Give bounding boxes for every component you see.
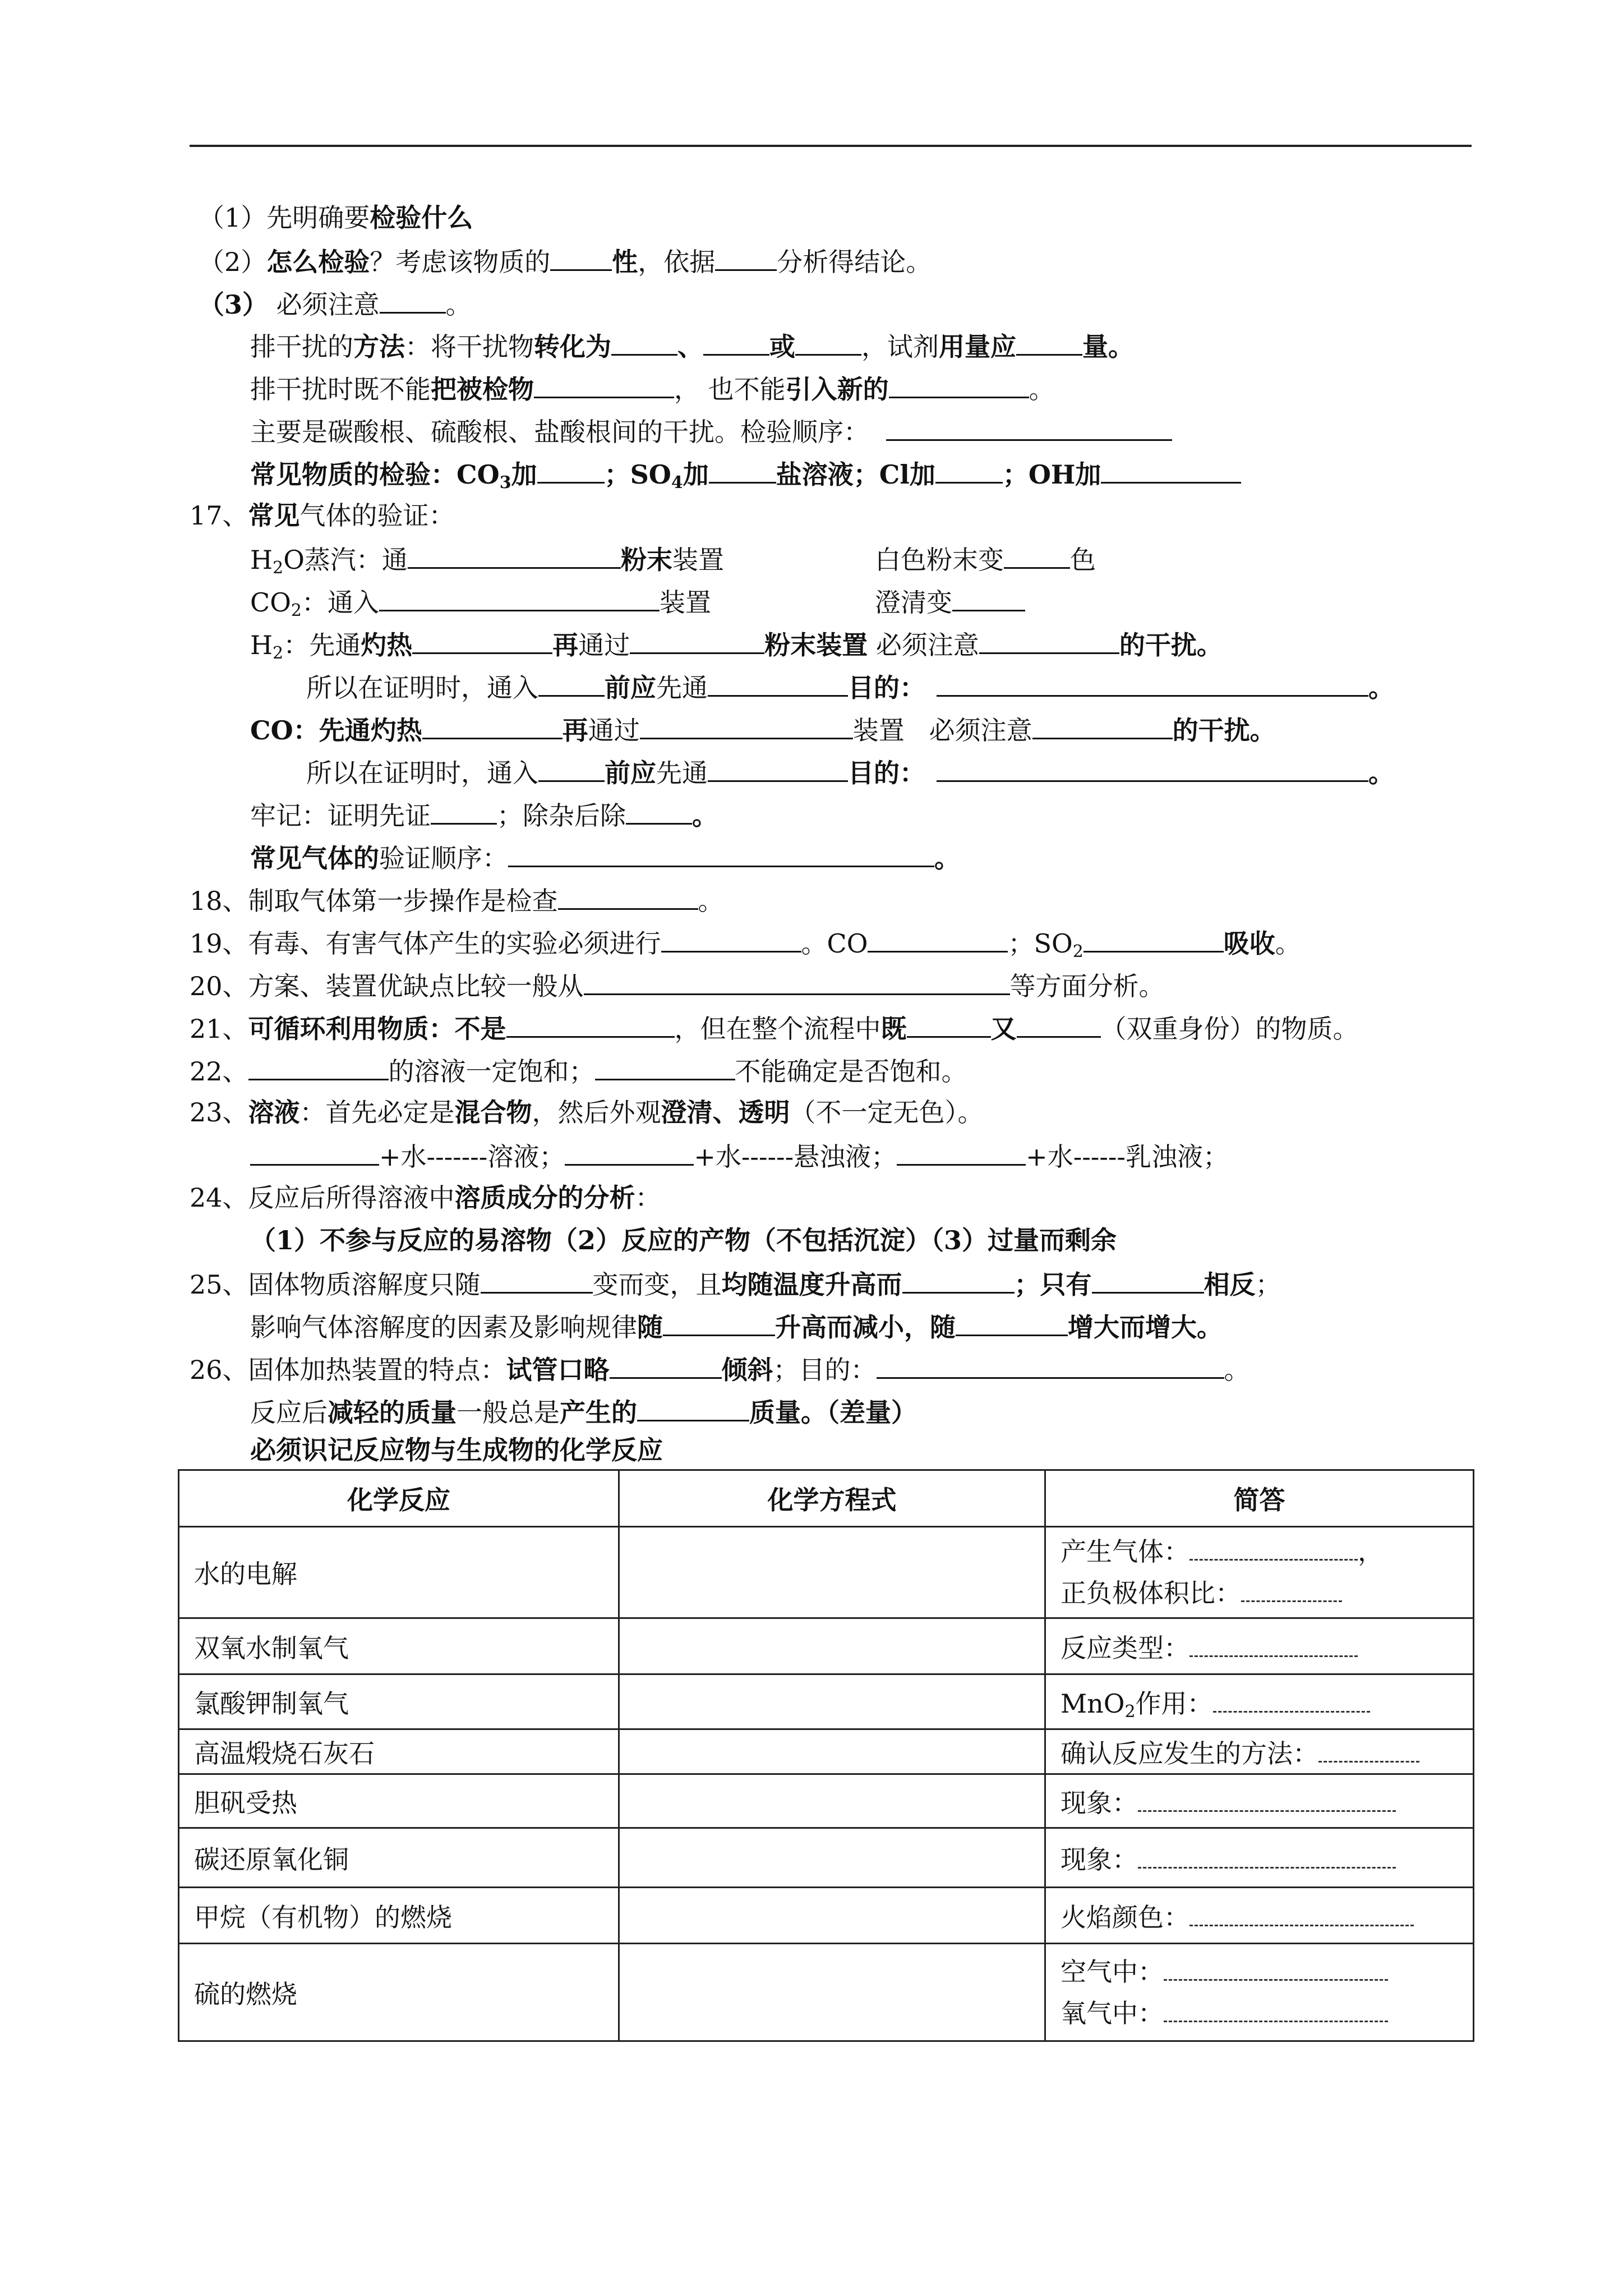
line-25: 25、固体物质溶解度只随 变而变，且均随温度升高而 ；只有 相反； <box>190 1266 1281 1300</box>
line-remove-interference: 排干扰的方法：将干扰物转化为 、 或 ，试剂用量应 量。 <box>250 328 1134 362</box>
table-row <box>179 1618 1474 1674</box>
line-19: 19、有毒、有害气体产生的实验必须进行 。CO ；$SO_2$ 吸收。 <box>190 925 1301 959</box>
blank <box>431 797 497 825</box>
blank <box>506 1010 675 1038</box>
line-h2o-right: 白色粉末变 色 <box>875 541 1096 575</box>
equation-cell[interactable] <box>619 1828 1045 1888</box>
table-row <box>179 1944 1474 2041</box>
reaction-name: 硫的燃烧 <box>179 1944 619 2041</box>
blank <box>558 882 698 910</box>
blank <box>630 627 764 654</box>
line-h2-purpose: 所以在证明时，通入 前应先通 目的： 。 <box>306 669 1394 703</box>
blank <box>250 1138 379 1166</box>
blank <box>248 1053 389 1080</box>
blank <box>956 1309 1068 1336</box>
line-25-gas: 影响气体溶解度的因素及影响规律随 升高而减小，随 增大而增大。 <box>250 1309 1223 1342</box>
blank <box>584 968 1010 995</box>
blank <box>886 413 1172 441</box>
blank <box>795 328 861 356</box>
blank <box>611 328 677 356</box>
line-26: 26、固体加热装置的特点：试管口略 倾斜；目的： 。 <box>190 1351 1250 1385</box>
line-co2-right: 澄清变 <box>875 584 1025 618</box>
equation-cell[interactable] <box>619 1527 1045 1618</box>
answer-cell[interactable]: 反应类型： <box>1045 1618 1474 1674</box>
equation-cell[interactable] <box>619 1729 1045 1774</box>
blank <box>889 371 1029 398</box>
blank <box>897 1138 1026 1166</box>
table-row <box>179 1828 1474 1888</box>
blank <box>538 754 605 782</box>
answer-cell[interactable]: 空气中： 氧气中： <box>1045 1944 1474 2041</box>
answer-cell[interactable]: 确认反应发生的方法： <box>1045 1729 1474 1774</box>
line-cannot: 排干扰时既不能把被检物 ， 也不能引入新的 。 <box>250 371 1055 404</box>
reaction-name: 碳还原氧化铜 <box>179 1828 619 1888</box>
answer-cell[interactable]: 现象： <box>1045 1828 1474 1888</box>
blank <box>537 456 605 484</box>
blank <box>907 1010 991 1038</box>
line-co2: $CO_2$：通入 装置 <box>250 584 711 618</box>
line-common-tests: 常见物质的检验：$CO_3$加 ；$SO_4$加 盐溶液；Cl加 ；OH加 <box>250 456 1241 490</box>
blank <box>412 627 552 654</box>
line-23-mix: +水-------溶液； +水------悬浊液； +水------乳浊液； <box>250 1138 1229 1172</box>
blank <box>935 456 1003 484</box>
blank <box>952 584 1025 611</box>
line-20: 20、方案、装置优缺点比较一般从 等方面分析。 <box>190 968 1165 1001</box>
table-row <box>179 1888 1474 1944</box>
reaction-name: 甲烷（有机物）的燃烧 <box>179 1888 619 1944</box>
table-header-row <box>179 1470 1474 1527</box>
blank <box>715 243 777 271</box>
blank <box>534 371 674 398</box>
reaction-name: 双氧水制氧气 <box>179 1618 619 1674</box>
blank <box>538 669 605 697</box>
blank <box>481 1266 593 1294</box>
reaction-name: 水的电解 <box>179 1527 619 1618</box>
blank <box>1101 456 1241 484</box>
blank <box>937 754 1368 782</box>
line-24-items: （1）不参与反应的易溶物（2）反应的产物（不包括沉淀）（3）过量而剩余 <box>250 1225 1117 1255</box>
line-23: 23、溶液：首先必定是混合物，然后外观澄清、透明（不一定无色）。 <box>190 1097 984 1128</box>
table-row <box>179 1527 1474 1618</box>
blank <box>663 1309 775 1336</box>
blank <box>637 1394 749 1421</box>
header-rule <box>190 145 1472 147</box>
header-reaction: 化学反应 <box>179 1470 619 1527</box>
blank <box>508 840 934 867</box>
blank <box>1017 1010 1101 1038</box>
line-check-what: （1）先明确要检验什么 <box>199 203 473 233</box>
line-24: 24、反应后所得溶液中溶质成分的分析： <box>190 1182 661 1213</box>
line-must-note: （3） 必须注意 。 <box>199 286 472 320</box>
line-26-mass: 反应后减轻的质量一般总是产生的 质量。（差量） <box>250 1394 917 1428</box>
table-row <box>179 1774 1474 1828</box>
blank <box>703 328 769 356</box>
line-gas-order: 常见气体的验证顺序： 。 <box>250 840 960 873</box>
equation-cell[interactable] <box>619 1774 1045 1828</box>
blank <box>408 541 621 569</box>
blank <box>708 669 848 697</box>
line-co-purpose: 所以在证明时，通入 前应先通 目的： 。 <box>306 754 1394 788</box>
table-row <box>179 1729 1474 1774</box>
table-caption: 必须识记反应物与生成物的化学反应 <box>250 1435 663 1465</box>
answer-cell[interactable]: 现象： <box>1045 1774 1474 1828</box>
blank <box>877 1351 1224 1379</box>
blank <box>626 797 692 825</box>
blank <box>709 456 776 484</box>
reaction-name: 氯酸钾制氧气 <box>179 1674 619 1729</box>
blank <box>902 1266 1015 1294</box>
header-equation: 化学方程式 <box>619 1470 1045 1527</box>
line-22: 22、 的溶液一定饱和； 不能确定是否饱和。 <box>190 1053 967 1087</box>
line-how-check: （2）怎么检验？考虑该物质的 性，依据 分析得结论。 <box>199 243 932 277</box>
blank <box>1092 1266 1204 1294</box>
blank <box>1016 328 1082 356</box>
line-18: 18、制取气体第一步操作是检查 。 <box>190 882 724 916</box>
equation-cell[interactable] <box>619 1618 1045 1674</box>
equation-cell[interactable] <box>619 1674 1045 1729</box>
equation-cell[interactable] <box>619 1888 1045 1944</box>
header-answer: 简答 <box>1045 1470 1474 1527</box>
line-remember: 牢记：证明先证 ；除杂后除 。 <box>250 797 718 831</box>
line-co: CO：先通灼热 再通过 装置 必须注意 的干扰。 <box>250 712 1276 746</box>
blank <box>379 584 660 611</box>
table-row <box>179 1674 1474 1729</box>
blank <box>868 925 1008 953</box>
blank <box>937 669 1368 697</box>
line-h2: $H_2$：先通灼热 再通过 粉末装置 必须注意 的干扰。 <box>250 627 1223 660</box>
blank <box>1083 925 1224 953</box>
line-21: 21、可循环利用物质：不是 ，但在整个流程中既 又 （双重身份）的物质。 <box>190 1010 1359 1044</box>
line-order: 主要是碳酸根、硫酸根、盐酸根间的干扰。检验顺序： <box>250 413 1172 447</box>
blank <box>1004 541 1070 569</box>
blank <box>1032 712 1173 739</box>
line-h2o: $H_2O$蒸汽：通 粉末装置 <box>250 541 724 575</box>
blank <box>422 712 562 739</box>
blank <box>565 1138 694 1166</box>
line-17: 17、常见气体的验证： <box>190 500 455 531</box>
blank <box>610 1351 722 1379</box>
blank <box>380 286 446 314</box>
answer-cell[interactable]: 产生气体： ， 正负极体积比： <box>1045 1527 1474 1618</box>
reaction-table <box>178 1469 1474 2042</box>
blank <box>708 754 848 782</box>
blank <box>595 1053 735 1080</box>
blank <box>640 712 853 739</box>
blank <box>661 925 801 953</box>
answer-cell[interactable]: 火焰颜色： <box>1045 1888 1474 1944</box>
reaction-name: 高温煅烧石灰石 <box>179 1729 619 1774</box>
answer-cell[interactable]: MnO$_2$作用： <box>1045 1674 1474 1729</box>
equation-cell[interactable] <box>619 1944 1045 2041</box>
reaction-name: 胆矾受热 <box>179 1774 619 1828</box>
blank <box>550 243 612 271</box>
blank <box>979 627 1119 654</box>
